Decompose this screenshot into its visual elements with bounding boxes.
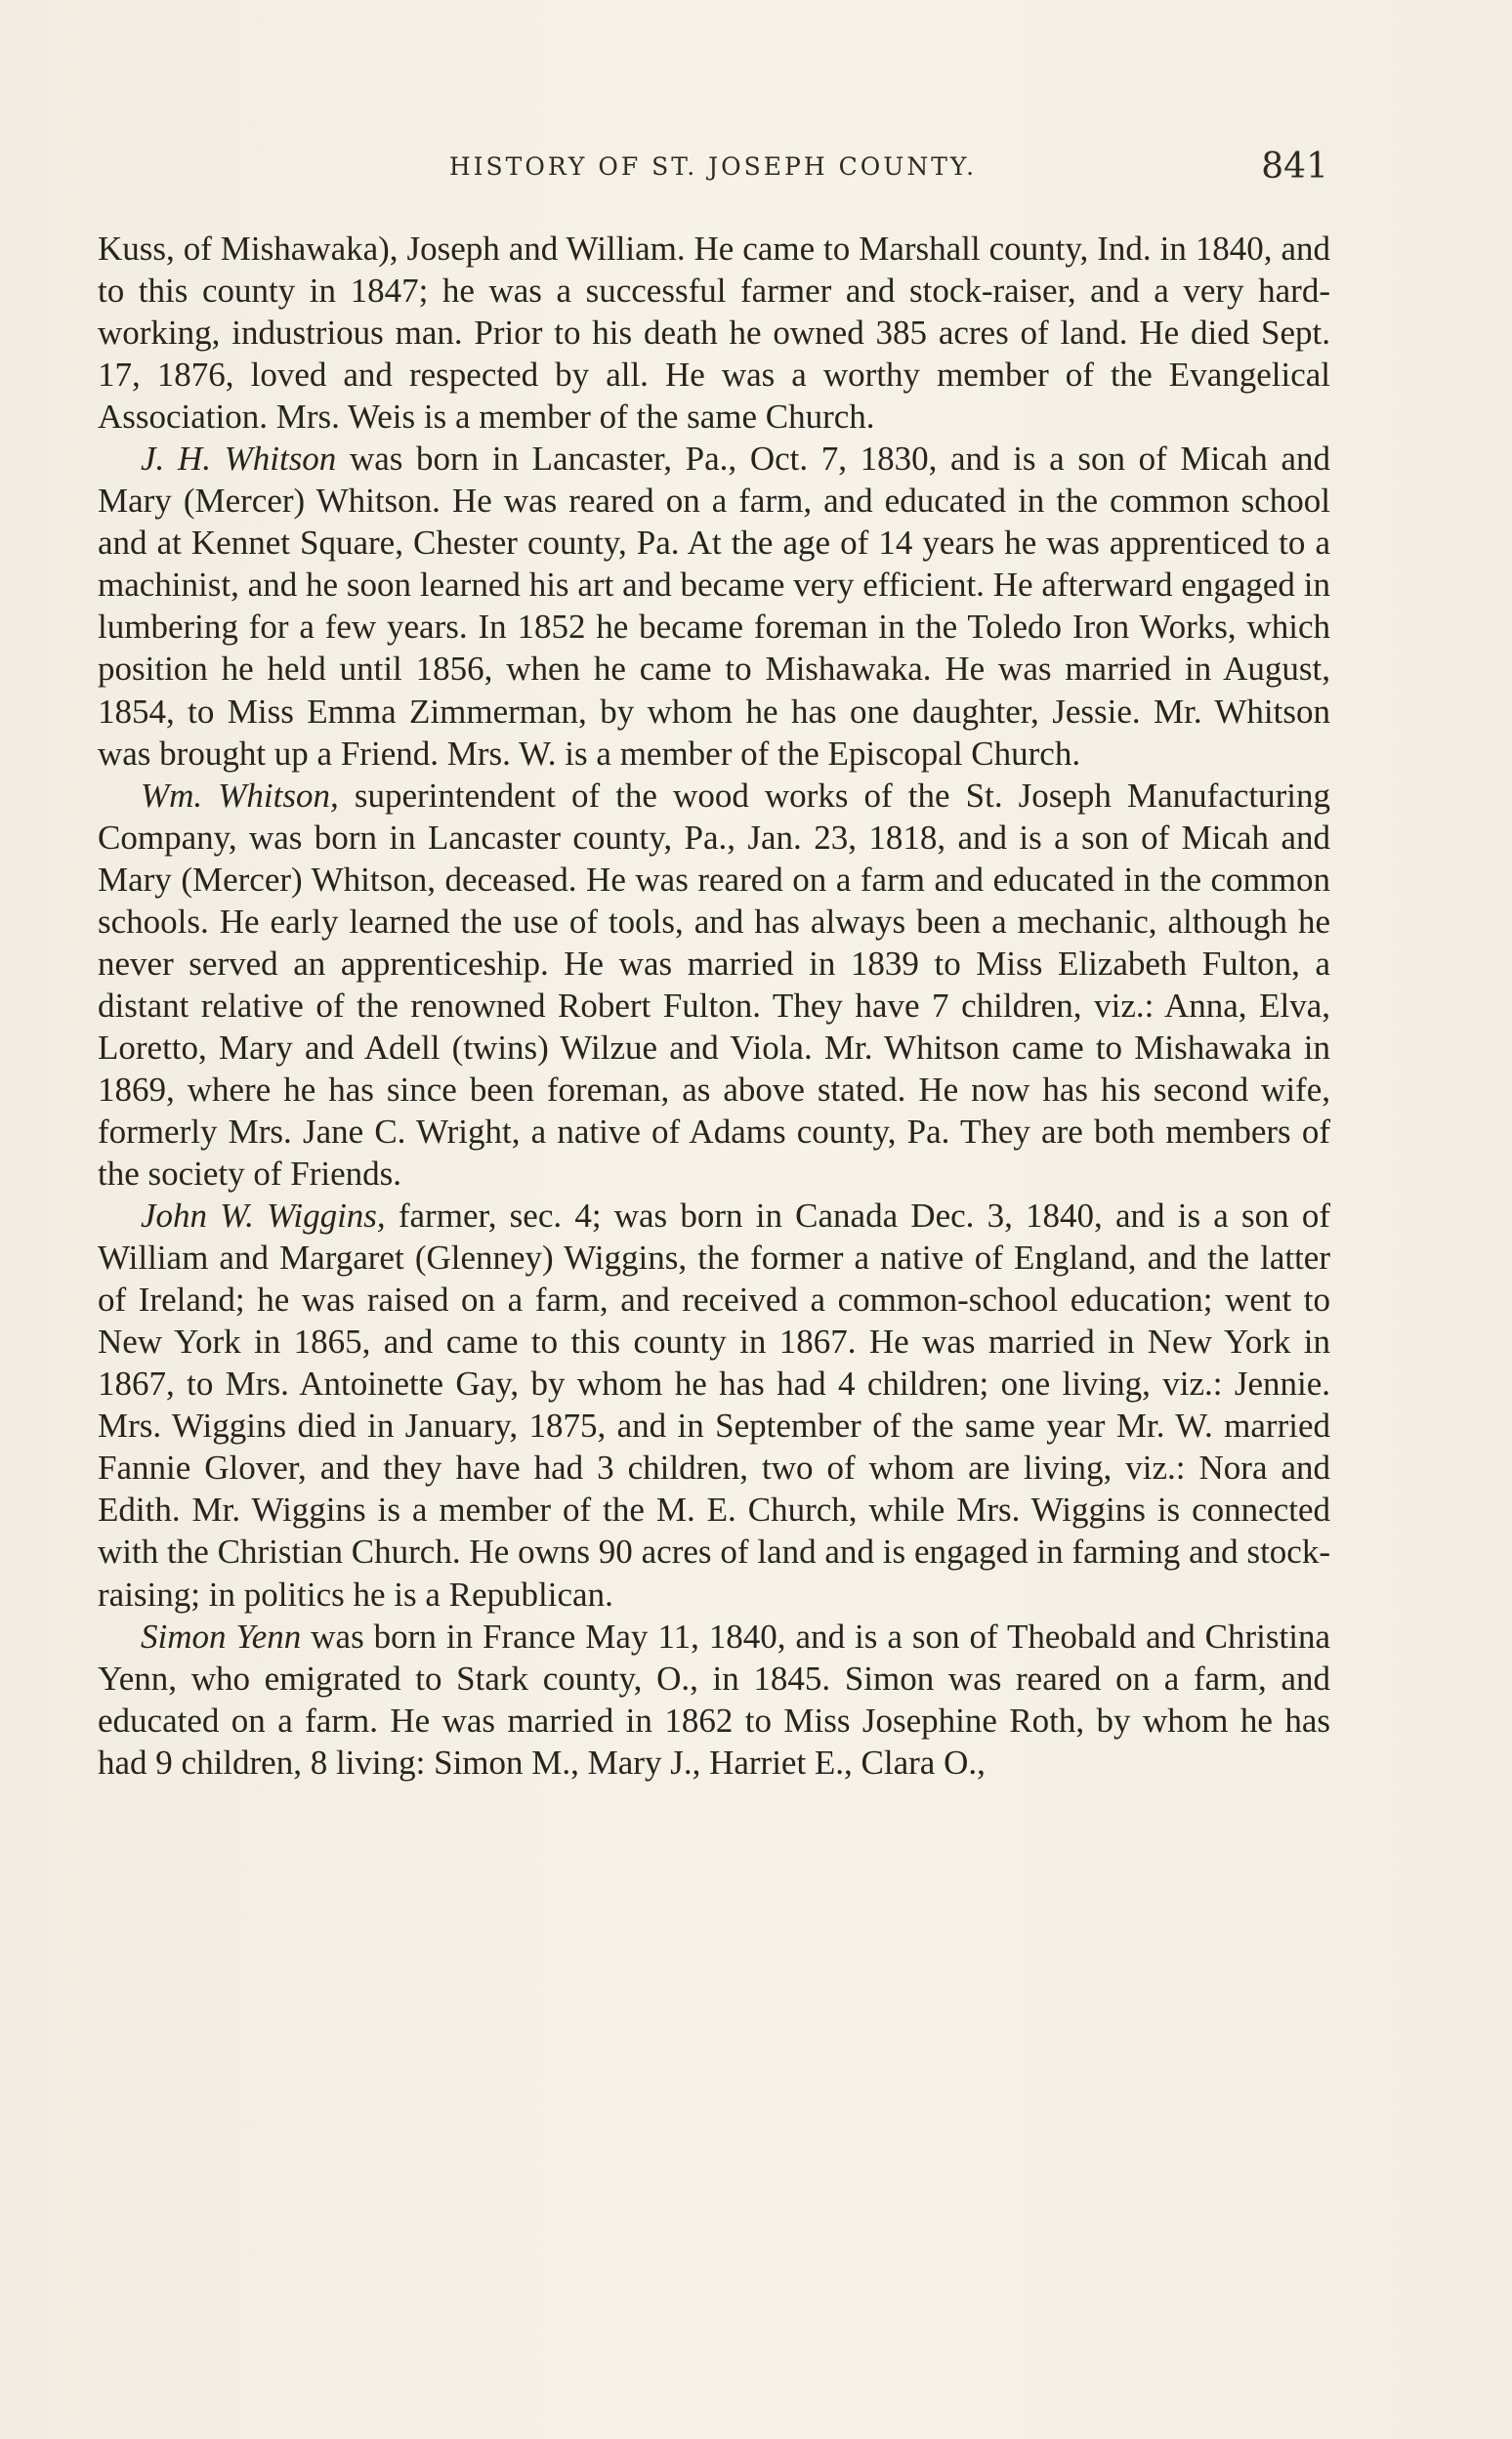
biography-name: Simon Yenn [141,1617,302,1656]
paragraph-text: superintendent of the wood works of the St. Joseph Manufacturing Company, was born in Lancaster county, Pa., Jan. 23, 1818, and is a son of Micah and Mary (Mercer) Whitson, deceased. He was reared on a farm and educated in the common schools. He early learned the use of tools, and has always been a mechanic, although he never served an apprenticeship. He was married in 1839 to Miss Elizabeth Fulton, a distant relative of the renowned Robert Fulton. They have 7 children, viz.: Anna, Elva, Loretto, Mary and Adell (twins) Wilzue and Viola. Mr. Whitson came to Mishawaka in 1869, where he has since been foreman, as above stated. He now has his second wife, formerly Mrs. Jane C. Wright, a native of Adams county, Pa. They are both members of the society of Friends. [98,776,1330,1194]
body-text [98,228,1330,1784]
biography-name: J. H. Whitson [141,440,337,479]
paragraph-text: was born in France May 11, 1840, and is a son of Theobald and Christina Yenn, who emigrated to Stark county, O., in 1845. Simon was reared on a farm, and educated on a farm. He was married in 1862 to Miss Josephine Roth, by whom he has had 9 children, 8 living: Simon M., Mary J., Harriet E., Clara O., [98,1617,1331,1782]
paragraph-simon-yenn [98,1616,1330,1784]
biography-name: Wm. Whitson, [141,776,339,815]
page-number: 841 [1261,147,1328,187]
page-header [98,147,1328,186]
paragraph-text: was born in Lancaster, Pa., Oct. 7, 1830, and is a son of Micah and Mary (Mercer) Whitson. He was reared on a farm, and educated in the common school and at Kennet Square, Chester county, Pa. At the age of 14 years he was apprenticed to a machinist, and he soon learned his art and became very efficient. He afterward engaged in lumbering for a few years. In 1852 he became foreman in the Toledo Iron Works, which position he held until 1856, when he came to Mishawaka. He was married in August, 1854, to Miss Emma Zimmerman, by whom he has one daughter, Jessie. Mr. Whitson was brought up a Friend. Mrs. W. is a member of the Episcopal Church. [98,440,1330,773]
biography-name: John W. Wiggins, [141,1197,386,1236]
paragraph-continuation [98,228,1330,438]
paragraph-text: Kuss, of Mishawaka), Joseph and William. He came to Marshall county, Ind. in 1840, and to this county in 1847; he was a successful farmer and stock-raiser, and a very hard-working, industrious man. Prior to his death he owned 385 acres of land. He died Sept. 17, 1876, loved and respected by all. He was a worthy member of the Evangelical Association. Mrs. Weis is a member of the same Church. [98,230,1330,437]
paragraph-john-wiggins [98,1195,1330,1615]
paragraph-text: farmer, sec. 4; was born in Canada Dec. 3, 1840, and is a son of William and Margaret (Glenney) Wiggins, the former a native of England, and the latter of Ireland; he was raised on a farm, and received a common-school education; went to New York in 1865, and came to this county in 1867. He was married in New York in 1867, to Mrs. Antoinette Gay, by whom he has had 4 children; one living, viz.: Jennie. Mrs. Wiggins died in January, 1875, and in September of the same year Mr. W. married Fannie Glover, and they have had 3 children, two of whom are living, viz.: Nora and Edith. Mr. Wiggins is a member of the M. E. Church, while Mrs. Wiggins is connected with the Christian Church. He owns 90 acres of land and is engaged in farming and stock-raising; in politics he is a Republican. [98,1197,1330,1614]
paragraph-jh-whitson [98,438,1330,774]
paragraph-wm-whitson [98,775,1330,1195]
running-head: HISTORY OF ST. JOSEPH COUNTY. [448,152,978,181]
